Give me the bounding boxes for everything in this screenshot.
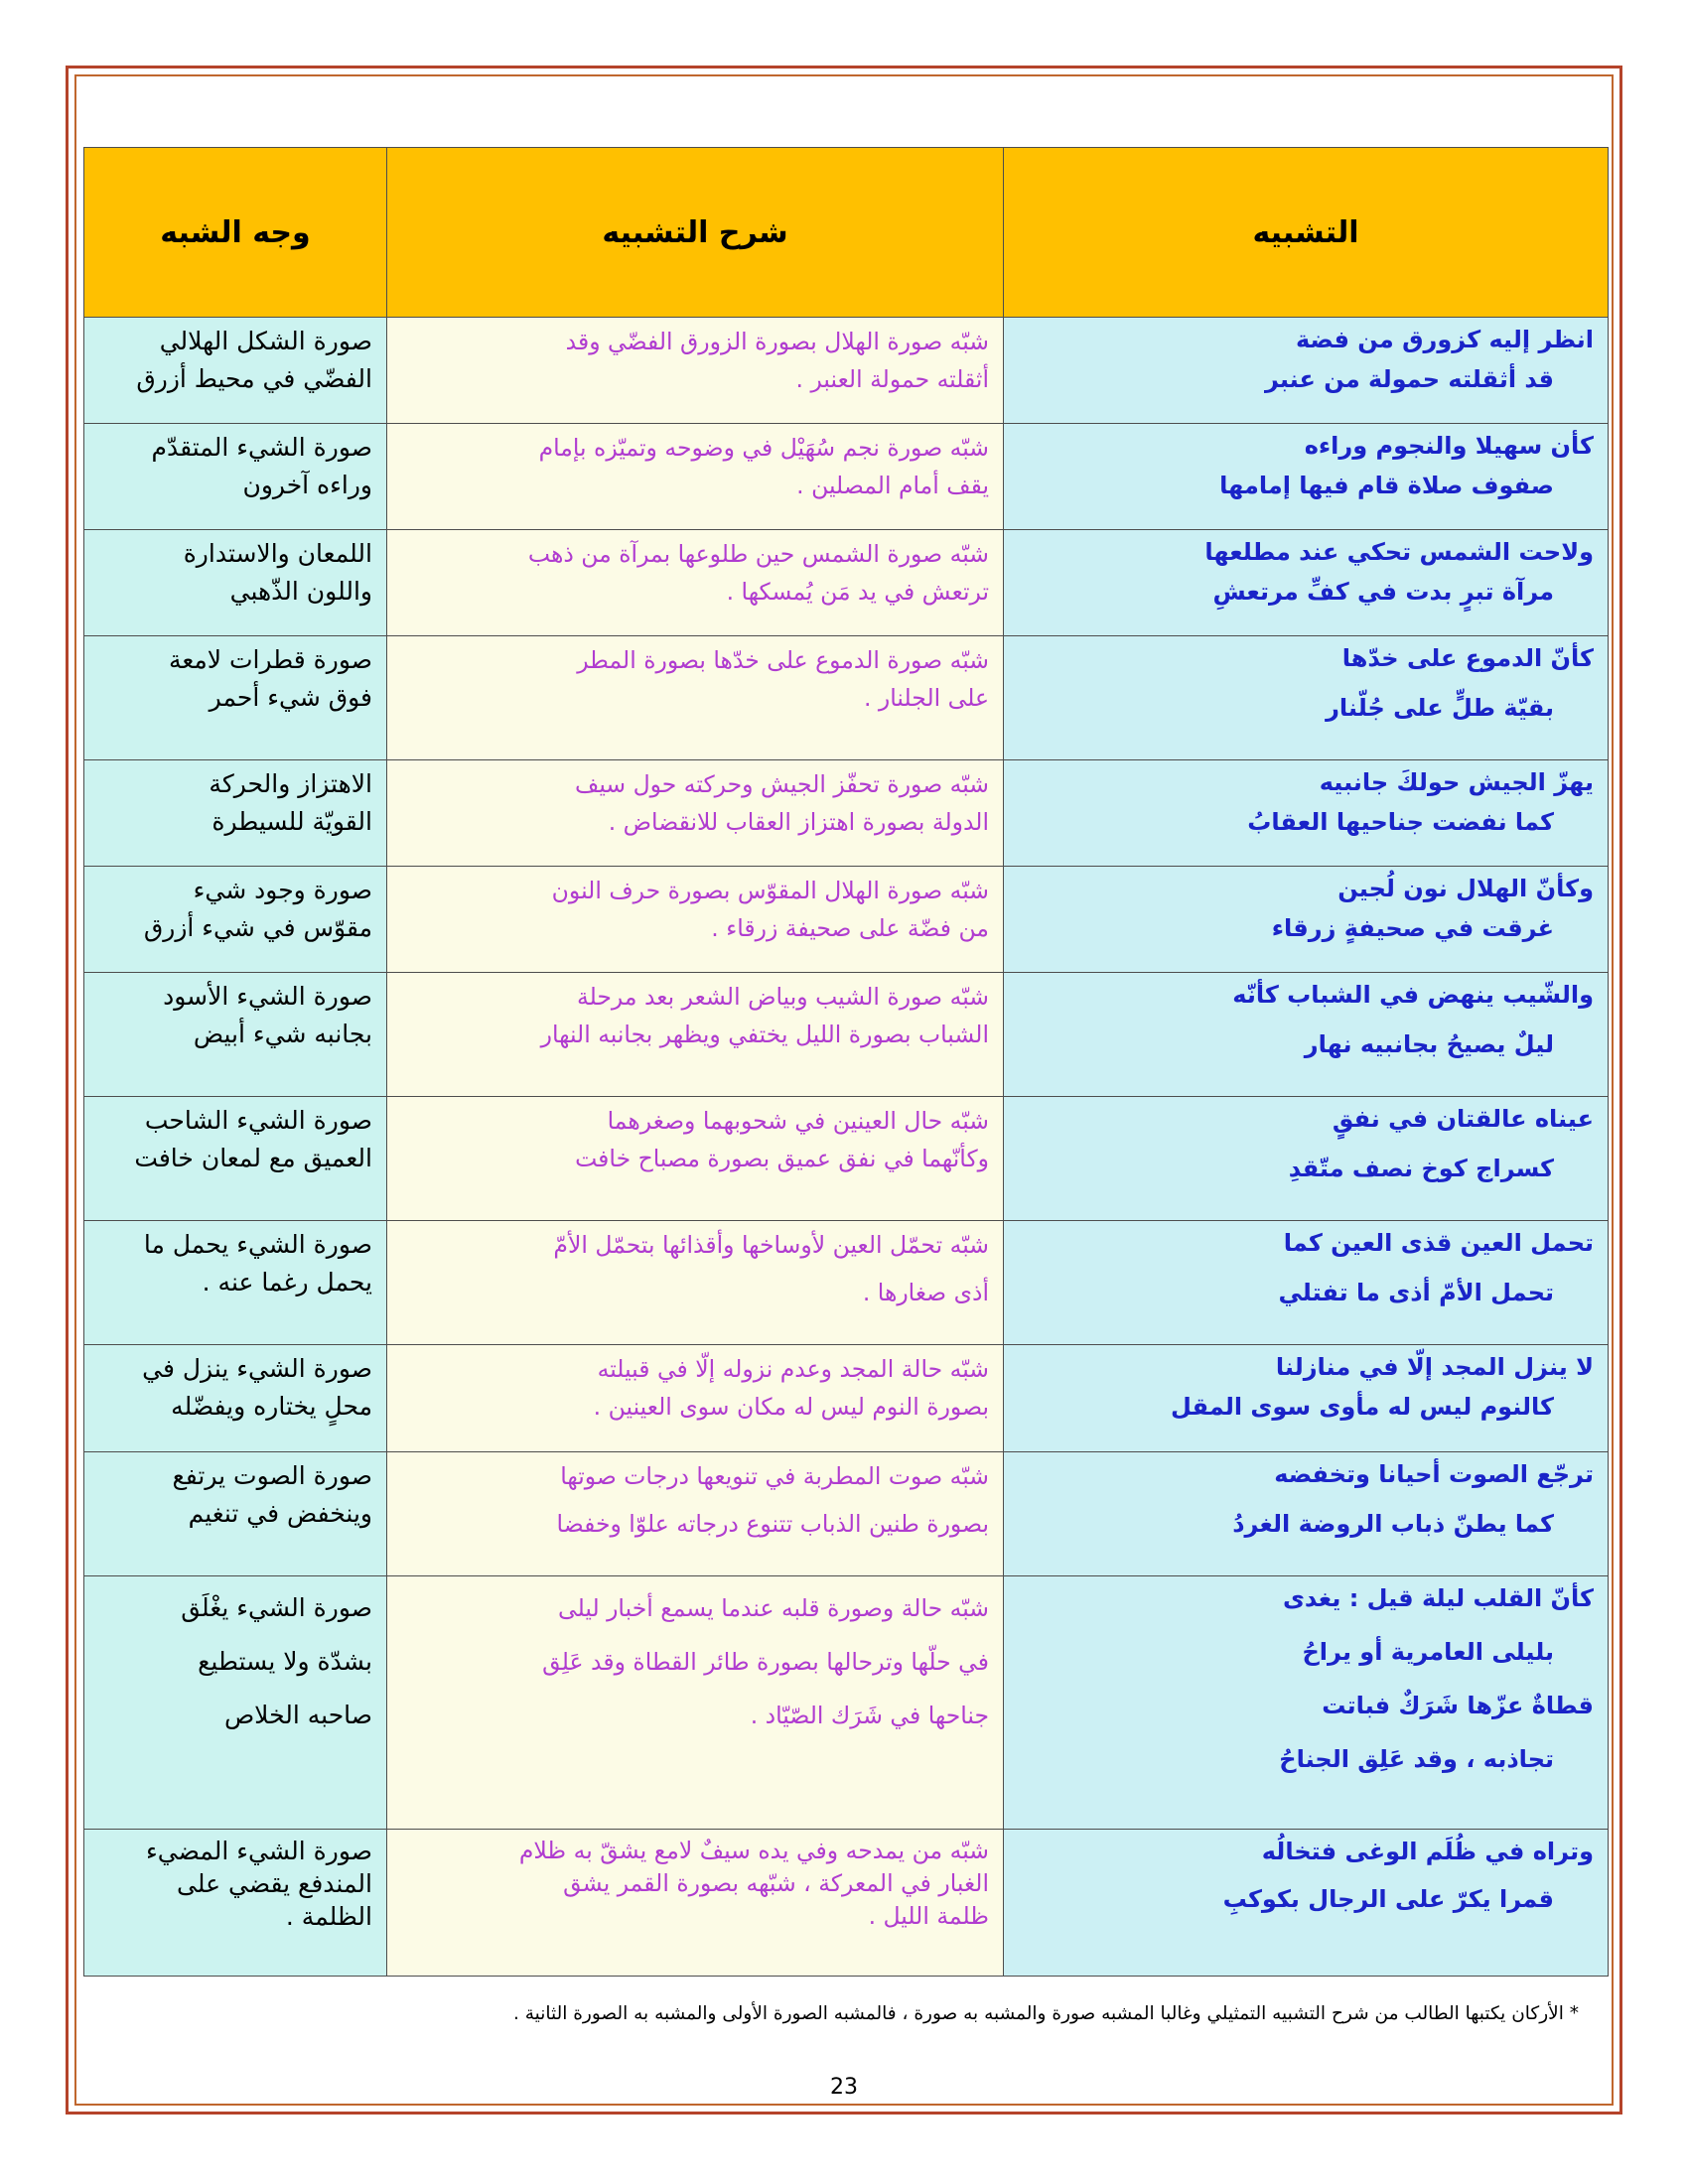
explanation-line: بصورة طنين الذباب تتنوع درجاته علوّا وخفضا (556, 1510, 989, 1538)
wajh-cell (84, 1830, 387, 1977)
explanation-line: شبّه صورة الهلال بصورة الزورق الفضّي وقد (565, 328, 989, 355)
verse-line: ليلٌ يصيحُ بجانبيه نهار (1304, 1030, 1554, 1058)
explanation-line: بصورة النوم ليس له مكان سوى العينين . (593, 1393, 989, 1421)
explanation-cell (387, 760, 1004, 867)
table-row (84, 1576, 1609, 1830)
wajh-line: واللون الذّهبي (229, 577, 372, 606)
explanation-line: شبّه صورة نجم سُهَيْل في وضوحه وتميّزه بإمام (538, 434, 989, 462)
explanation-cell (387, 1830, 1004, 1977)
verse-line: كما يطنّ ذباب الروضة الغردُ (1232, 1510, 1554, 1538)
table-row (84, 1221, 1609, 1345)
verse-line: لا ينزل المجد إلّا في منازلنا (1275, 1353, 1594, 1381)
explanation-line: الدولة بصورة اهتزاز العقاب للانقضاض . (608, 808, 989, 836)
verse-line: كأنّ القلب ليلة قيل : يغدى (1282, 1584, 1594, 1612)
verse-line: كأنّ الدموع على خدّها (1341, 644, 1594, 672)
explanation-line: شبّه صوت المطربة في تنويعها درجات صوتها (560, 1462, 989, 1490)
verse-cell (1004, 1221, 1609, 1345)
verse-line: مرآة تبرٍ بدت في كفِّ مرتعشِ (1212, 578, 1554, 606)
table-row (84, 530, 1609, 636)
table-row (84, 1097, 1609, 1221)
verse-line: تحمل الأمّ أذى ما تفتلي (1278, 1279, 1554, 1306)
verse-line: انظر إليه كزورق من فضة (1295, 326, 1594, 353)
wajh-cell (84, 424, 387, 530)
explanation-line: شبّه صورة الشمس حين طلوعها بمرآة من ذهب (527, 540, 989, 568)
verse-line: يهزّ الجيش حولكَ جانبيه (1319, 768, 1594, 796)
wajh-line: الفضّي في محيط أزرق (136, 364, 372, 393)
verse-line: تحمل العين قذى العين كما (1283, 1229, 1594, 1257)
verse-line: كسراج كوخ نصف متّقدِ (1288, 1155, 1554, 1182)
verse-cell (1004, 424, 1609, 530)
verse-cell (1004, 973, 1609, 1097)
wajh-line: صورة الشيء المضيء (146, 1837, 372, 1865)
wajh-line: وينخفض في تنغيم (188, 1499, 372, 1528)
wajh-line: صورة وجود شيء (193, 876, 372, 904)
explanation-line: جناحها في شَرَك الصّيّاد . (750, 1702, 989, 1729)
verse-line: عيناه عالقتان في نفقٍ (1332, 1105, 1594, 1133)
verse-line: ترجّع الصوت أحيانا وتخفضه (1274, 1460, 1594, 1488)
verse-line: قد أثقلته حمولة من عنبر (1264, 365, 1554, 393)
table-row (84, 760, 1609, 867)
wajh-line: فوق شيء أحمر (209, 683, 372, 712)
table-row (84, 1345, 1609, 1452)
explanation-line: أثقلته حمولة العنبر . (795, 365, 989, 393)
explanation-line: على الجلنار . (863, 684, 989, 712)
verse-line: كما نفضت جناحيها العقابُ (1247, 808, 1554, 836)
explanation-cell (387, 530, 1004, 636)
wajh-line: صورة الشيء الأسود (163, 982, 372, 1011)
verse-line: تجاذبه ، وقد عَلِق الجناحُ (1279, 1745, 1554, 1773)
table-header-row (84, 148, 1609, 318)
table-row (84, 636, 1609, 760)
wajh-cell (84, 1221, 387, 1345)
explanation-line: شبّه حالة وصورة قلبه عندما يسمع أخبار ليلى (558, 1594, 989, 1622)
wajh-cell (84, 530, 387, 636)
explanation-cell (387, 1452, 1004, 1576)
verse-cell (1004, 1576, 1609, 1830)
wajh-line: صاحبه الخلاص (223, 1701, 372, 1729)
explanation-line: الغبار في المعركة ، شبّهه بصورة القمر يشق (563, 1869, 989, 1897)
header-tashbih: التشبيه (1004, 148, 1609, 318)
wajh-line: صورة الشيء الشاحب (144, 1106, 372, 1135)
explanation-line: من فضّة على صحيفة زرقاء . (711, 914, 989, 942)
wajh-line: صورة الشيء يغْلَق (181, 1593, 372, 1622)
wajh-line: بشدّة ولا يستطيع (198, 1647, 372, 1676)
verse-line: قمرا يكرّ على الرجال بكوكبِ (1222, 1885, 1554, 1913)
wajh-cell (84, 318, 387, 424)
explanation-line: أذى صغارها . (862, 1279, 989, 1306)
verse-cell (1004, 318, 1609, 424)
explanation-cell (387, 1576, 1004, 1830)
wajh-line: المندفع يقضي على (177, 1869, 372, 1898)
explanation-cell (387, 867, 1004, 973)
wajh-cell (84, 1576, 387, 1830)
verse-cell (1004, 1345, 1609, 1452)
wajh-line: الظلمة . (285, 1902, 372, 1931)
table-row (84, 1830, 1609, 1977)
table-row (84, 1452, 1609, 1576)
explanation-cell (387, 1221, 1004, 1345)
wajh-cell (84, 867, 387, 973)
explanation-cell (387, 424, 1004, 530)
explanation-line: في حلّها وترحالها بصورة طائر القطاة وقد عَلِق (542, 1648, 989, 1676)
wajh-line: العميق مع لمعان خافت (134, 1144, 372, 1172)
explanation-line: شبّه تحمّل العين لأوساخها وأقذائها بتحمّل الأمّ (553, 1231, 989, 1259)
wajh-line: صورة الشكل الهلالي (159, 327, 372, 355)
explanation-cell (387, 318, 1004, 424)
wajh-line: وراءه آخرون (242, 471, 372, 499)
explanation-cell (387, 636, 1004, 760)
wajh-line: صورة قطرات لامعة (168, 645, 372, 674)
explanation-cell (387, 1097, 1004, 1221)
explanation-cell (387, 973, 1004, 1097)
wajh-cell (84, 1452, 387, 1576)
table-row (84, 867, 1609, 973)
footnote: * الأركان يكتبها الطالب من شرح التشبيه التمثيلي وغالبا المشبه صورة والمشبه به صورة ، فالمشبه الصورة الأولى والمشبه به الصورة الثانية . (512, 2003, 1579, 2024)
explanation-line: شبّه صورة الشيب وبياض الشعر بعد مرحلة (577, 983, 989, 1011)
verse-line: بليلى العامرية أو يراحُ (1302, 1638, 1554, 1666)
similes-table (83, 147, 1609, 1977)
wajh-cell (84, 973, 387, 1097)
wajh-line: اللمعان والاستدارة (183, 539, 372, 568)
explanation-line: شبّه حال العينين في شحوبهما وصغرهما (607, 1107, 989, 1135)
verse-cell (1004, 760, 1609, 867)
wajh-cell (84, 1097, 387, 1221)
table-row (84, 424, 1609, 530)
wajh-cell (84, 760, 387, 867)
verse-cell (1004, 1452, 1609, 1576)
verse-line: صفوف صلاة قام فيها إمامها (1219, 472, 1554, 499)
explanation-line: ظلمة الليل . (868, 1902, 989, 1930)
verse-line: غرقت في صحيفةٍ زرقاء (1271, 914, 1554, 942)
verse-cell (1004, 1830, 1609, 1977)
explanation-line: الشباب بصورة الليل يختفي ويظهر بجانبه النهار (540, 1021, 989, 1048)
verse-line: ولاحت الشمس تحكي عند مطلعها (1204, 538, 1594, 566)
wajh-line: القويّة للسيطرة (211, 807, 372, 836)
verse-cell (1004, 530, 1609, 636)
wajh-line: الاهتزاز والحركة (209, 769, 372, 798)
header-sharh: شرح التشبيه (387, 148, 1004, 318)
verse-line: قطاةٌ عزّها شَرَكٌ فباتت (1322, 1692, 1594, 1719)
wajh-line: صورة الصوت يرتفع (172, 1461, 372, 1490)
wajh-line: بجانبه شيء أبيض (193, 1020, 372, 1048)
verse-line: والشّيب ينهض في الشباب كأنّه (1232, 981, 1594, 1009)
wajh-line: مقوّس في شيء أزرق (143, 913, 372, 942)
verse-line: وكأنّ الهلال نون لُجين (1337, 875, 1594, 902)
verse-line: كأن سهيلا والنجوم وراءه (1304, 432, 1594, 460)
explanation-line: يقف أمام المصلين . (796, 472, 989, 499)
wajh-line: صورة الشيء ينزل في (142, 1354, 372, 1383)
wajh-line: صورة الشيء يحمل ما (143, 1230, 372, 1259)
wajh-line: يحمل رغما عنه . (202, 1268, 372, 1297)
wajh-cell (84, 1345, 387, 1452)
explanation-cell (387, 1345, 1004, 1452)
table-row (84, 973, 1609, 1097)
header-wajh: وجه الشبه (84, 148, 387, 318)
table-row (84, 318, 1609, 424)
explanation-line: شبّه صورة الدموع على خدّها بصورة المطر (577, 646, 989, 674)
wajh-line: محلٍ يختاره ويفضّله (171, 1392, 372, 1421)
verse-cell (1004, 636, 1609, 760)
wajh-cell (84, 636, 387, 760)
explanation-line: شبّه حالة المجد وعدم نزوله إلّا في قبيلته (597, 1355, 989, 1383)
explanation-line: وكأنّهما في نفق عميق بصورة مصباح خافت (575, 1145, 989, 1172)
verse-line: كالنوم ليس له مأوى سوى المقل (1171, 1393, 1554, 1421)
verse-cell (1004, 867, 1609, 973)
explanation-line: ترتعش في يد مَن يُمسكها . (726, 578, 989, 606)
wajh-line: صورة الشيء المتقدّم (151, 433, 372, 462)
explanation-line: شبّه صورة تحفّز الجيش وحركته حول سيف (575, 770, 989, 798)
page-number: 23 (830, 2075, 858, 2100)
explanation-line: شبّه من يمدحه وفي يده سيفٌ لامع يشقّ به ظلام (518, 1837, 989, 1864)
explanation-line: شبّه صورة الهلال المقوّس بصورة حرف النون (551, 877, 989, 904)
verse-cell (1004, 1097, 1609, 1221)
verse-line: وتراه في ظُلَم الوغى فتخالُه (1261, 1838, 1594, 1865)
verse-line: بقيّة طلٍّ على جُلّنار (1326, 694, 1554, 722)
